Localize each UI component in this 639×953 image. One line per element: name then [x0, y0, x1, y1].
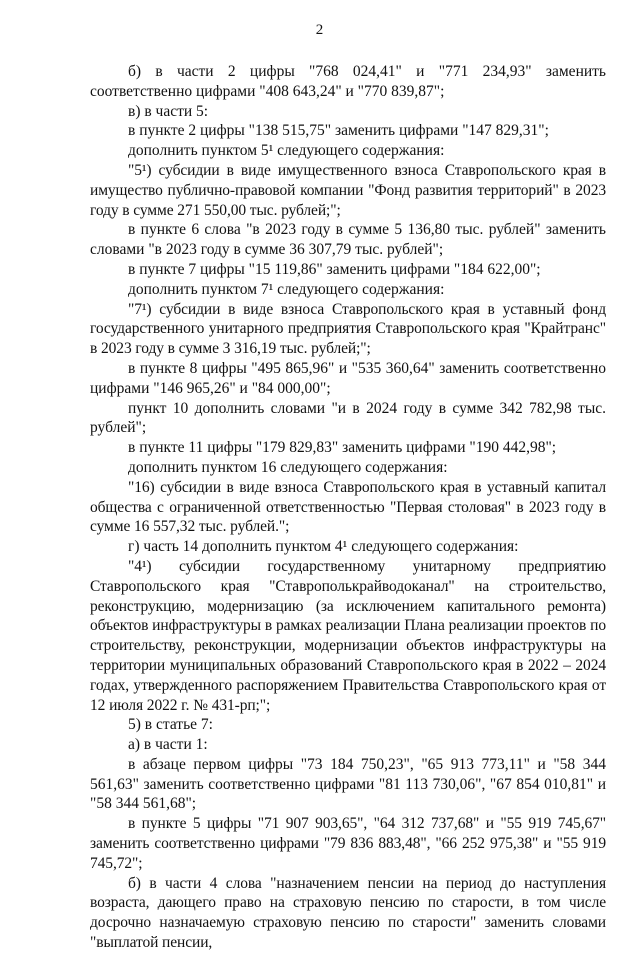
- paragraph: б) в части 4 слова "назначением пенсии на период до наступления возраста, дающего право на страховую пенсию по старости, в том числе досрочно назначаемую страховую пенсию по старости" заменить словами "выплатой пенсии,: [90, 874, 606, 952]
- paragraph: "5¹) субсидии в виде имущественного взноса Ставропольского края в имущество публично-правовой компании "Фонд развития территорий" в 2023 году в сумме 271 550,00 тыс. рублей;";: [90, 161, 606, 219]
- paragraph: в пункте 8 цифры "495 865,96" и "535 360,64" заменить соответственно цифрами "146 965,26" и "84 000,00";: [90, 359, 606, 397]
- paragraph: в абзаце первом цифры "73 184 750,23", "65 913 773,11" и "58 344 561,63" заменить соответственно цифрами "81 113 730,06", "67 854 010,81" и "58 344 561,68";: [90, 755, 606, 813]
- paragraph: в пункте 7 цифры "15 119,86" заменить цифрами "184 622,00";: [128, 260, 541, 278]
- paragraph: 5) в статье 7:: [128, 716, 213, 734]
- paragraph: "16) субсидии в виде взноса Ставропольского края в уставный капитал общества с ограниченной ответственностью "Первая столовая" в 2023 году в сумме 16 557,32 тыс. рублей.";: [90, 478, 606, 536]
- paragraph: пункт 10 дополнить словами "и в 2024 году в сумме 342 782,98 тыс. рублей";: [90, 399, 606, 437]
- paragraph: г) часть 14 дополнить пунктом 4¹ следующего содержания:: [128, 538, 519, 556]
- paragraph: дополнить пунктом 5¹ следующего содержания:: [128, 142, 445, 160]
- paragraph: дополнить пунктом 7¹ следующего содержания:: [128, 280, 445, 298]
- paragraph: в пункте 6 слова "в 2023 году в сумме 5 136,80 тыс. рублей" заменить словами "в 2023 году в сумме 36 307,79 тыс. рублей";: [90, 221, 606, 259]
- paragraph: "4¹) субсидии государственному унитарному предприятию Ставропольского края "Ставрополькрайводоканал" на строительство, реконструкцию, модернизацию (за исключением капитального ремонта) объектов инфраструктуры в рамках реализации Плана реализации проектов по строительству, реконструкции, модернизации объектов инфраструктуры на территории муниципальных образований Ставропольского края в 2022 – 2024 годах, утвержденного распоряжением Правительства Ставропольского края от 12 июля 2022 г. № 431-рп;";: [90, 557, 606, 714]
- paragraph: б) в части 2 цифры "768 024,41" и "771 234,93" заменить соответственно цифрами "408 643,24" и "770 839,87";: [90, 63, 606, 100]
- document-body: [90, 62, 606, 953]
- paragraph: "7¹) субсидии в виде взноса Ставропольского края в уставный фонд государственного унитарного предприятия Ставропольского края "Крайтранс" в 2023 году в сумме 3 316,19 тыс. рублей;";: [90, 300, 606, 358]
- paragraph: в) в части 5:: [128, 102, 209, 120]
- paragraph: а) в части 1:: [128, 736, 208, 754]
- paragraph: в пункте 2 цифры "138 515,75" заменить цифрами "147 829,31";: [128, 122, 549, 140]
- paragraph: в пункте 5 цифры "71 907 903,65", "64 312 737,68" и "55 919 745,67" заменить соответственно цифрами "79 836 883,48", "66 252 975,38" и "55 919 745,72";: [90, 815, 606, 872]
- paragraph: в пункте 11 цифры "179 829,83" заменить цифрами "190 442,98";: [128, 439, 557, 457]
- page-number: 2: [315, 22, 324, 38]
- paragraph: дополнить пунктом 16 следующего содержания:: [128, 458, 448, 476]
